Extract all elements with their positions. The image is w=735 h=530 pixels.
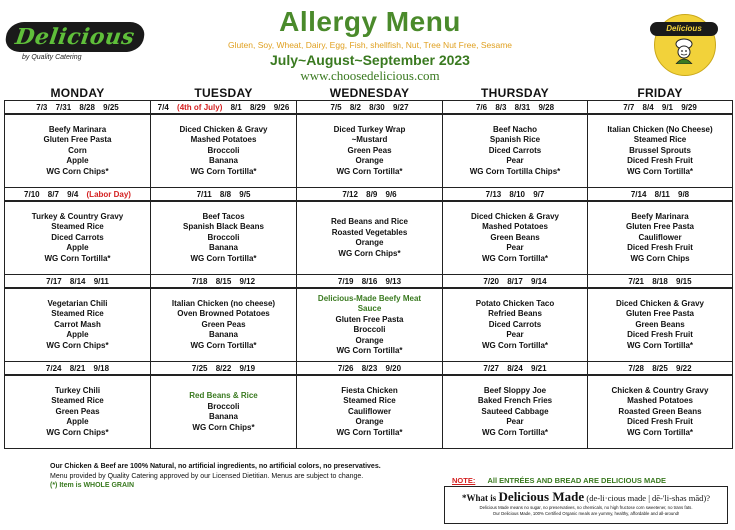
menu-item: Beefy Marinara [631,211,689,221]
menu-cell [151,288,297,362]
menu-item: Pear [506,417,524,427]
date-cell [443,188,588,202]
footer-dietitian-note: Menu provided by Quality Catering approved by our Licensed Dietitian. Menus are subject to change. [50,472,364,480]
menu-item: WG Corn Chips* [46,166,109,176]
date-text: 7/21 8/18 9/15 [628,276,692,286]
date-text: 7/26 8/23 9/20 [337,363,402,373]
items-row [5,375,733,449]
menu-cell [5,288,151,362]
menu-cell [297,201,443,275]
date-text: 7/20 8/17 9/14 [483,276,547,286]
menu-item: WG Corn Tortilla* [336,166,403,176]
date-text: 7/3 7/31 8/28 9/25 [36,102,119,112]
date-text: 7/10 8/7 9/4 [24,189,79,199]
menu-item: Roasted Vegetables [331,227,408,237]
menu-item: Baked French Fries [477,396,553,406]
date-cell [151,362,297,376]
menu-months: July~August~September 2023 [270,52,470,68]
menu-item: Diced Fresh Fruit [627,417,693,427]
menu-cell [151,201,297,275]
day-header: MONDAY [50,86,105,100]
menu-cell [588,201,733,275]
menu-item: WG Corn Chips* [192,422,255,432]
menu-cell [443,288,588,362]
allergen-list: Gluten, Soy, Wheat, Dairy, Egg, Fish, shellfish, Nut, Tree Nut Free, Sesame [227,40,513,50]
menu-item: Broccoli [207,401,240,411]
menu-item: Carrot Mash [54,319,101,329]
menu-item: WG Corn Tortilla* [336,346,403,355]
menu-item: Red Beans and Rice [331,217,408,226]
menu-item: WG Corn Chips* [46,340,109,350]
dates-row [5,362,733,376]
date-cell [5,101,151,115]
delicious-logo-right [650,8,720,76]
definition-prefix: *What is [462,493,497,503]
menu-item: Mashed Potatoes [190,135,257,145]
menu-item: WG Corn Tortilla* [626,427,694,437]
items-row [5,201,733,275]
menu-item-featured: Red Beans & Rice [189,391,258,400]
definition-text-2: Our Delicious Made, 100% Certified Organic meals are yummy, healthy, affordable and all-around! [492,511,680,516]
menu-item: Potato Chicken Taco [475,298,555,308]
date-text: 7/25 8/22 9/19 [191,363,256,373]
menu-item: WG Corn Tortilla* [626,340,694,350]
menu-item: Pear [506,243,524,253]
date-text: 7/14 8/11 9/8 [630,189,690,199]
menu-item: Diced Turkey Wrap [333,124,406,134]
menu-item: Diced Carrots [51,232,104,242]
menu-item: WG Corn Tortilla* [336,427,403,437]
menu-cell [5,375,151,449]
day-header: WEDNESDAY [329,86,410,100]
menu-item: Beef Tacos [202,211,245,221]
menu-cell [443,375,588,449]
menu-item: Orange [355,335,384,345]
menu-item: Orange [355,238,384,247]
definition-pronunciation: (de-li·cious made | dē-'li-shəs mād)? [586,493,710,503]
menu-cell [151,375,297,449]
date-text: 7/4 [157,102,169,112]
menu-item: Banana [209,243,238,253]
menu-item: Gluten Free Pasta [625,222,695,232]
date-cell [5,362,151,376]
menu-cell [588,375,733,449]
menu-item: WG Corn Tortilla* [44,253,111,263]
menu-item: WG Corn Tortilla* [481,340,549,350]
menu-item: Beef Nacho [492,124,537,134]
menu-cell [588,288,733,362]
menu-item: Apple [66,330,89,340]
date-cell [443,362,588,376]
menu-item: Steamed Rice [633,135,687,145]
menu-cell [5,201,151,275]
menu-item: WG Corn Chips [630,253,690,263]
menu-cell [297,114,443,188]
menu-item: Broccoli [353,325,386,334]
menu-item: Roasted Green Beans [618,406,702,416]
menu-item: Turkey & Country Gravy [31,211,124,221]
menu-item: Mashed Potatoes [482,222,548,232]
day-header: TUESDAY [194,86,253,100]
date-cell [151,275,297,289]
menu-item: Diced Chicken & Gravy [470,211,560,221]
menu-item-featured: Delicious-Made Beefy Meat [317,293,422,303]
logo-byline: by Quality Catering [22,54,82,61]
date-text: 7/24 8/21 9/18 [45,363,110,373]
menu-cell [443,201,588,275]
delicious-made-definition [444,486,728,524]
date-text: 7/6 8/3 8/31 9/28 [475,102,555,112]
date-text: 7/5 8/2 8/30 9/27 [330,102,409,112]
menu-item: Diced Chicken & Gravy [179,124,268,134]
menu-item: Apple [66,156,89,166]
menu-item: Chicken & Country Gravy [611,385,709,395]
date-text: 7/19 8/16 9/13 [337,276,402,286]
menu-item: WG Corn Tortilla* [190,340,257,350]
menu-item: Pear [506,156,524,166]
date-cell [151,188,297,202]
date-cell [588,188,733,202]
definition-text: Delicious Made means no sugar, no preservatives, no chemicals, no high fructose corn sweetener, no trans fats. [479,505,693,510]
menu-item: Banana [209,156,238,166]
menu-item: Sauteed Cabbage [481,406,549,416]
menu-item: Oven Browned Potatoes [177,309,270,319]
footer-whole-grain-note: (*) Item is WHOLE GRAIN [50,482,135,489]
menu-item: Diced Carrots [488,145,542,155]
menu-item: WG Corn Tortilla* [190,253,257,263]
menu-item: Steamed Rice [51,222,104,232]
day-header-row [5,86,733,101]
date-text-after: 8/1 8/29 9/26 [222,102,290,112]
menu-item: Mashed Potatoes [627,396,693,406]
day-header: FRIDAY [637,86,683,100]
menu-item: Orange [355,156,384,166]
menu-item: Vegetarian Chili [47,298,108,308]
day-header: THURSDAY [481,86,549,100]
note-text: All ENTRÉES AND BREAD ARE DELICIOUS MADE [487,476,667,485]
menu-item: Apple [66,243,89,253]
date-text: 7/17 8/14 9/11 [46,276,109,286]
menu-item: Beef Sloppy Joe [483,385,547,395]
menu-item: Banana [209,330,238,340]
menu-item: Diced Fresh Fruit [627,330,693,340]
menu-item: WG Corn Tortilla* [626,166,694,176]
holiday-label: (4th of July) [177,102,223,112]
menu-item: Fiesta Chicken [341,385,398,395]
menu-item: Broccoli [207,232,240,242]
date-text: 7/18 8/15 9/12 [191,276,256,286]
menu-item: Green Peas [201,319,246,329]
menu-item: Italian Chicken (no cheese) [171,298,276,308]
menu-item: Gluten Free Pasta [625,309,695,319]
menu-item: Beefy Marinara [48,124,107,134]
definition-heading [445,489,727,505]
menu-item: Green Peas [347,145,392,155]
menu-item: Diced Chicken & Gravy [615,298,705,308]
menu-cell [151,114,297,188]
date-cell [151,101,297,115]
menu-item: Spanish Black Beans [183,222,264,232]
date-cell [588,362,733,376]
date-text: 7/28 8/25 9/22 [628,363,692,373]
menu-item: Banana [209,412,238,421]
weekly-menu-table [4,86,733,449]
menu-item: Steamed Rice [51,396,104,406]
menu-header [180,4,560,83]
menu-item: ~Mustard [351,135,388,145]
date-text: 7/12 8/9 9/6 [342,189,397,199]
menu-item: Cauliflower [638,232,682,242]
menu-item: WG Corn Chips* [338,248,401,258]
date-cell [588,101,733,115]
menu-item: Orange [355,417,384,427]
date-text: 7/11 8/8 9/5 [196,189,251,199]
date-cell [588,275,733,289]
date-cell [297,188,443,202]
menu-item: Green Beans [490,232,540,242]
holiday-label: (Labor Day) [86,189,131,199]
menu-item-featured: Sauce [357,304,382,313]
definition-term: Delicious Made [498,489,585,504]
menu-item: Gluten Free Pasta [335,314,404,324]
logo-badge: Delicious [650,22,718,36]
items-row [5,114,733,188]
date-cell [5,275,151,289]
menu-item: WG Corn Chips* [46,427,109,437]
menu-item: Brussel Sprouts [629,145,691,155]
menu-item: Refried Beans [488,309,542,319]
menu-item: Diced Carrots [488,319,542,329]
menu-cell [588,114,733,188]
items-row [5,288,733,362]
menu-item: Italian Chicken (No Cheese) [607,124,713,134]
date-cell [443,101,588,115]
date-text: 7/27 8/24 9/21 [483,363,547,373]
menu-item: WG Corn Tortilla* [481,427,549,437]
date-text: 7/13 8/10 9/7 [485,189,545,199]
delicious-logo-left [6,22,144,68]
date-cell [443,275,588,289]
date-cell [297,362,443,376]
website-link[interactable]: www.choosedelicious.com [300,68,440,83]
menu-item: Gluten Free Pasta [43,135,112,145]
note-label: NOTE: [452,476,476,485]
date-cell [297,101,443,115]
menu-item: WG Corn Tortilla Chips* [469,166,561,176]
date-cell [297,275,443,289]
dates-row [5,275,733,289]
page-title: Allergy Menu [279,6,461,37]
date-cell [5,188,151,202]
menu-item: Diced Fresh Fruit [627,243,693,253]
menu-item: WG Corn Tortilla* [190,166,257,176]
dates-row [5,188,733,202]
menu-item: Corn [68,145,87,155]
menu-cell [297,288,443,362]
menu-item: Pear [506,330,524,340]
menu-item: Turkey Chili [54,385,101,395]
delicious-made-note [452,476,666,485]
logo-wordmark: Delicious [4,22,146,52]
menu-item: Steamed Rice [51,309,104,319]
date-text: 7/7 8/4 9/1 9/29 [623,102,697,112]
menu-cell [5,114,151,188]
menu-cell [443,114,588,188]
chef-mascot-icon [670,38,698,64]
menu-item: Diced Fresh Fruit [627,156,693,166]
menu-item: Broccoli [207,145,240,155]
menu-item: WG Corn Tortilla* [481,253,549,263]
menu-cell [297,375,443,449]
menu-item: Steamed Rice [343,396,396,406]
menu-item: Green Beans [635,319,685,329]
dates-row [5,101,733,115]
footer-natural-note: Our Chicken & Beef are 100% Natural, no artificial ingredients, no artificial colors, no preservatives. [50,463,381,470]
menu-item: Cauliflower [347,406,392,416]
footer-notes [50,462,430,491]
menu-item: Apple [66,417,89,427]
menu-body [5,101,733,449]
menu-item: Green Peas [55,406,100,416]
menu-item: Spanish Rice [489,135,541,145]
